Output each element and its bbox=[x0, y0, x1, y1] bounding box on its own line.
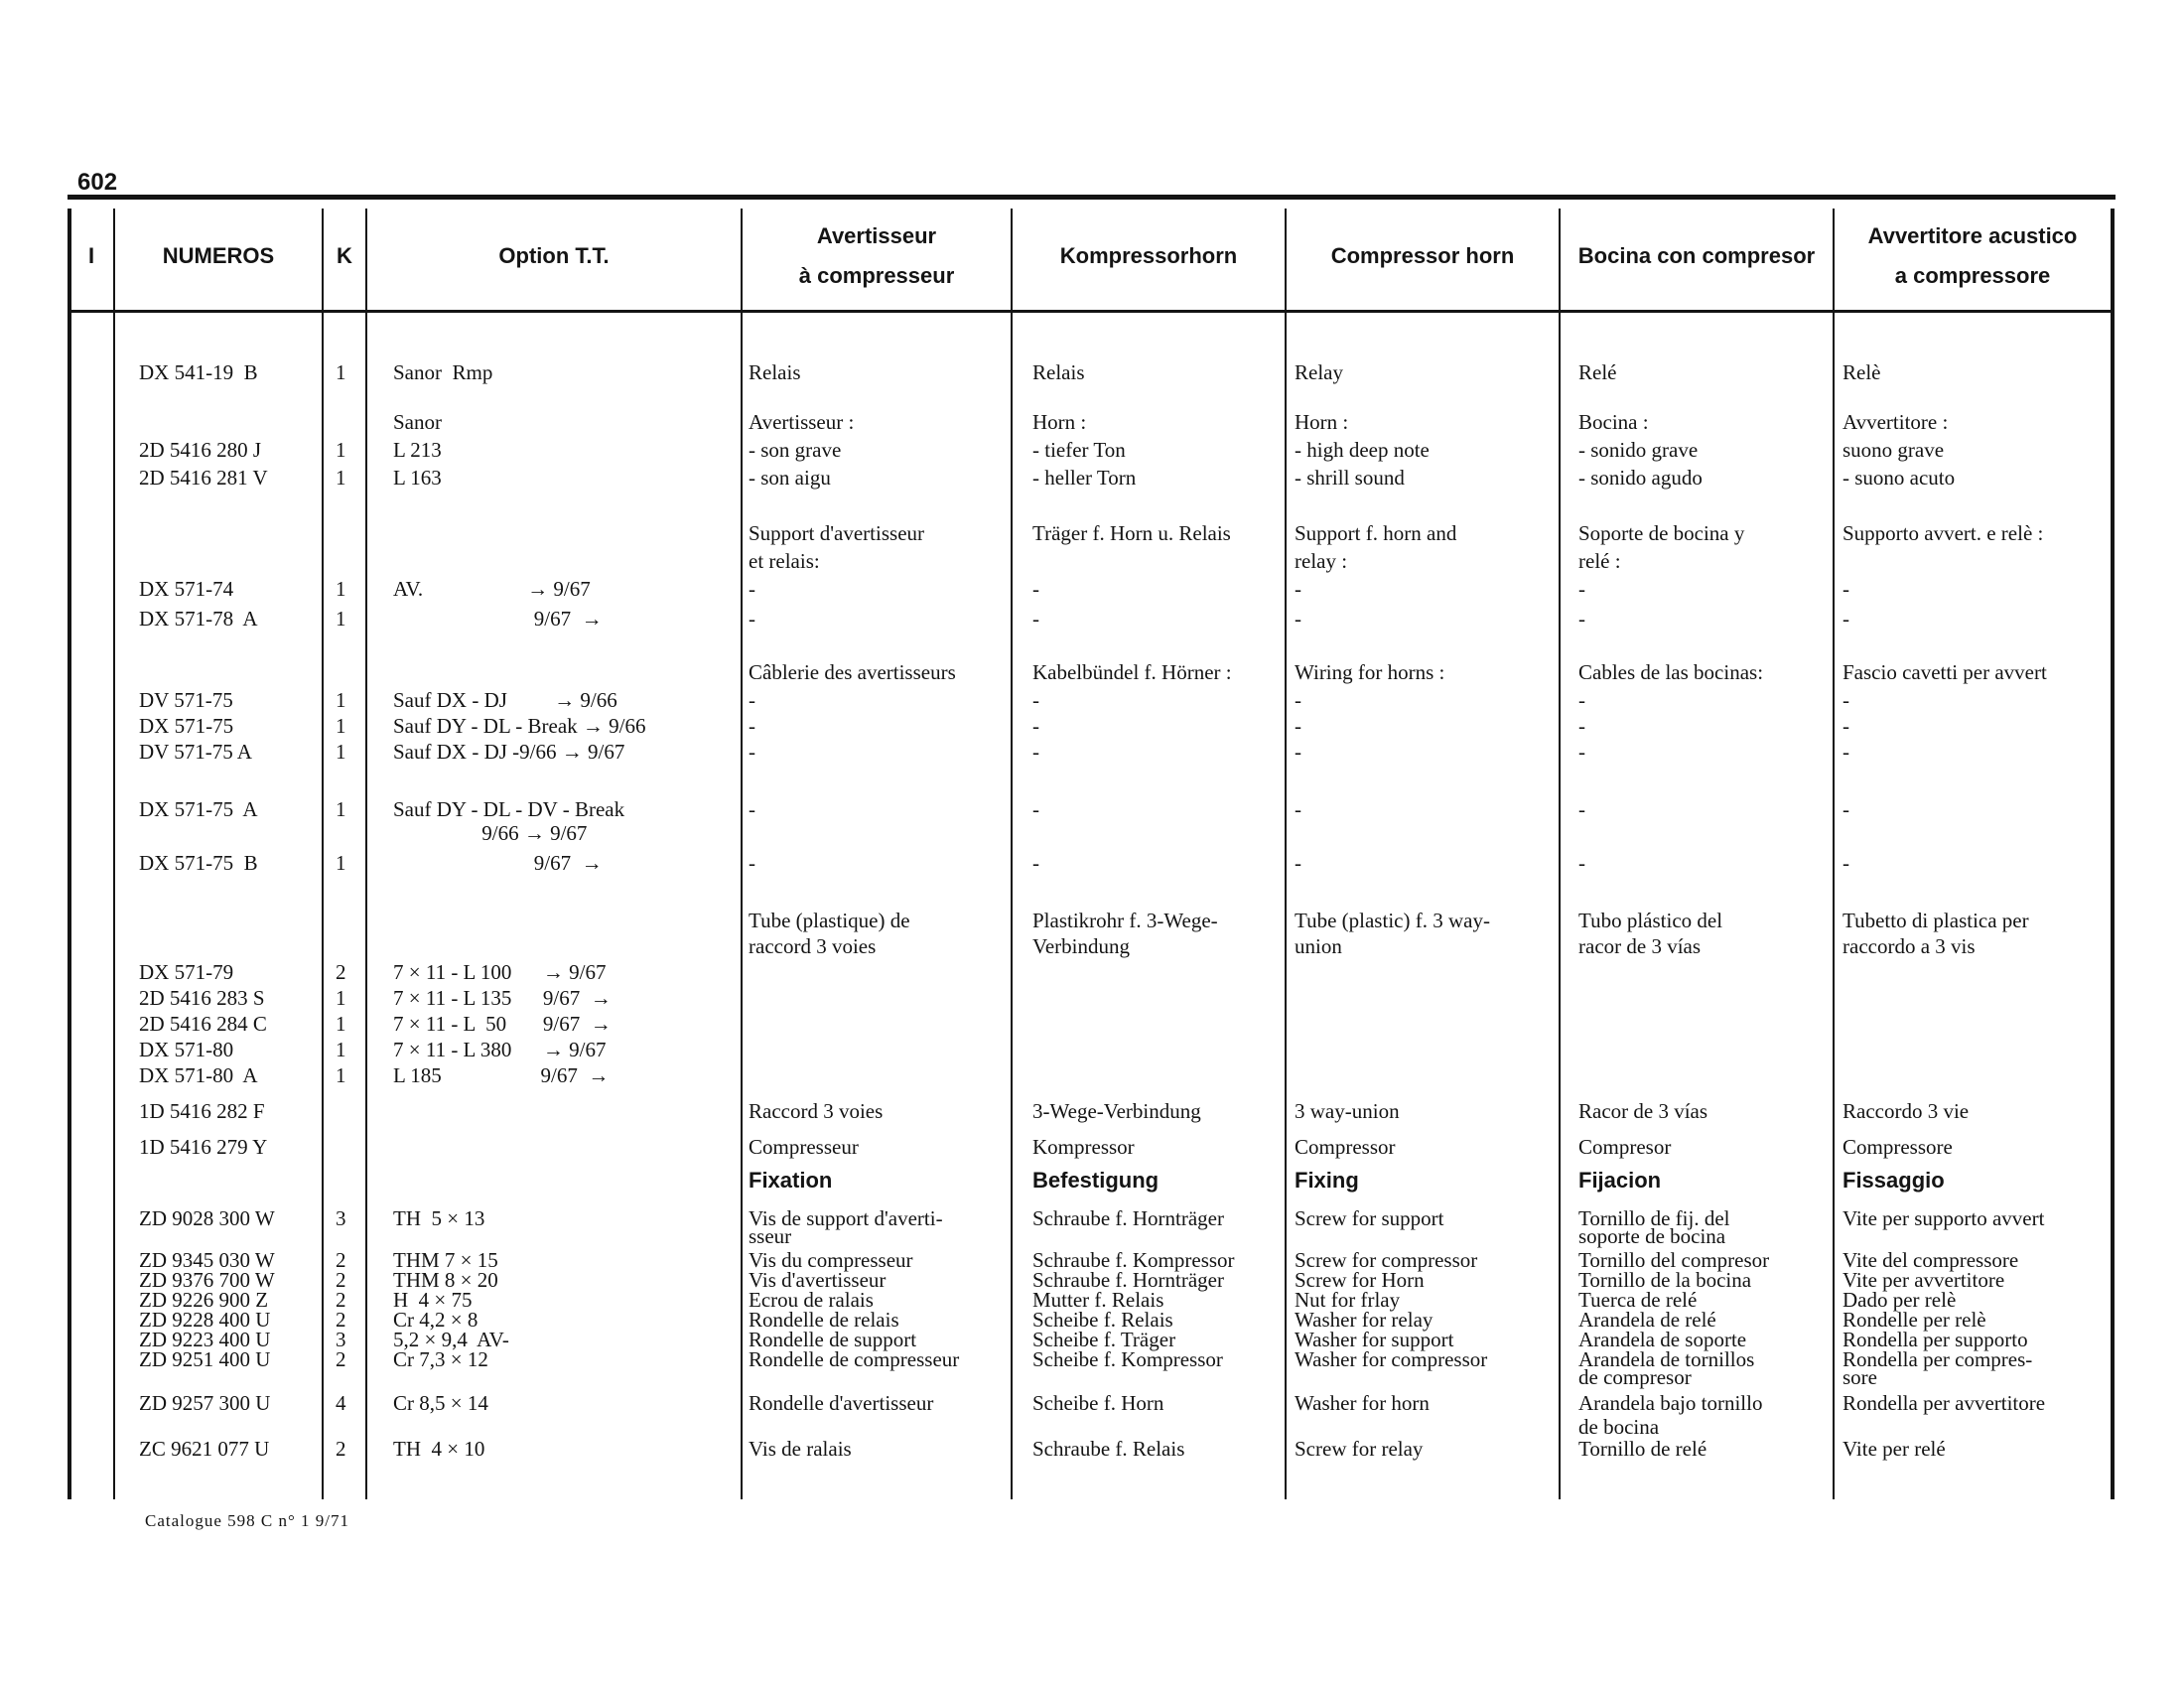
part-number-cell: DX 571-75 B bbox=[139, 851, 258, 875]
spanish-cell: Relé bbox=[1578, 360, 1617, 384]
catalogue-footer: Catalogue 598 C n° 1 9/71 bbox=[145, 1511, 350, 1530]
spanish-cell: Tuerca de relé bbox=[1578, 1288, 1698, 1312]
french-cell: Vis de support d'averti- bbox=[749, 1206, 943, 1230]
header-numeros: NUMEROS bbox=[162, 243, 275, 268]
italian-cell: - bbox=[1843, 797, 1849, 821]
italian-cell: - bbox=[1843, 740, 1849, 764]
english-cell: Horn : bbox=[1295, 410, 1349, 434]
spanish-cell: Tornillo de relé bbox=[1578, 1437, 1707, 1461]
option-cell: Cr 7,3 × 12 bbox=[393, 1347, 488, 1371]
option-cell: L 185 9/67 → bbox=[393, 1063, 610, 1087]
english-cell: - bbox=[1295, 577, 1301, 601]
italian-cell: Raccordo 3 vie bbox=[1843, 1099, 1970, 1123]
german-cell: Befestigung bbox=[1032, 1168, 1160, 1193]
quantity-cell: 1 bbox=[336, 986, 346, 1010]
english-cell: Screw for relay bbox=[1295, 1437, 1424, 1461]
option-cell: 9/67 → bbox=[393, 851, 603, 875]
italian-cell: - suono acuto bbox=[1843, 466, 1956, 490]
french-cell: Ecrou de ralais bbox=[749, 1288, 874, 1312]
part-number-cell: ZD 9345 030 W bbox=[139, 1248, 275, 1272]
column-divider bbox=[1833, 209, 1835, 1499]
quantity-cell: 1 bbox=[336, 1038, 346, 1061]
option-cell: 7 × 11 - L 50 9/67 → bbox=[393, 1012, 612, 1036]
spanish-cell: Arandela de tornillos bbox=[1578, 1347, 1755, 1371]
english-cell: - bbox=[1295, 740, 1301, 764]
quantity-cell: 2 bbox=[336, 960, 346, 984]
french-cell: Rondelle de compresseur bbox=[749, 1347, 960, 1371]
quantity-cell: 2 bbox=[336, 1437, 346, 1461]
column-divider bbox=[2111, 209, 2115, 1499]
spanish-cell: racor de 3 vías bbox=[1578, 934, 1702, 958]
header-spanish: Bocina con compresor bbox=[1577, 243, 1816, 268]
english-cell: Screw for Horn bbox=[1295, 1268, 1425, 1292]
spanish-cell: relé : bbox=[1578, 549, 1621, 573]
german-cell: - bbox=[1032, 714, 1039, 738]
german-cell: - tiefer Ton bbox=[1032, 438, 1126, 462]
english-cell: - high deep note bbox=[1295, 438, 1430, 462]
german-cell: Relais bbox=[1032, 360, 1085, 384]
part-number-cell: DX 541-19 B bbox=[139, 360, 258, 384]
spanish-cell: - sonido grave bbox=[1578, 438, 1699, 462]
column-divider bbox=[1285, 209, 1287, 1499]
quantity-cell: 1 bbox=[336, 438, 346, 462]
option-cell: 7 × 11 - L 100 → 9/67 bbox=[393, 960, 607, 984]
french-cell: - bbox=[749, 797, 755, 821]
column-divider bbox=[1559, 209, 1561, 1499]
part-number-cell: DX 571-78 A bbox=[139, 607, 258, 631]
header-index: I bbox=[87, 243, 95, 268]
option-cell: AV. → 9/67 bbox=[393, 577, 591, 601]
spanish-cell: - sonido agudo bbox=[1578, 466, 1703, 490]
quantity-cell: 2 bbox=[336, 1268, 346, 1292]
german-cell: - bbox=[1032, 577, 1039, 601]
quantity-cell: 1 bbox=[336, 1012, 346, 1036]
french-cell: - son aigu bbox=[749, 466, 831, 490]
spanish-cell: - bbox=[1578, 577, 1585, 601]
page-number: 602 bbox=[77, 169, 118, 196]
german-cell: Schraube f. Kompressor bbox=[1032, 1248, 1235, 1272]
german-cell: - heller Torn bbox=[1032, 466, 1137, 490]
part-number-cell: ZD 9223 400 U bbox=[139, 1328, 271, 1351]
english-cell: Relay bbox=[1295, 360, 1343, 384]
french-cell: - son grave bbox=[749, 438, 842, 462]
italian-cell: - bbox=[1843, 851, 1849, 875]
quantity-cell: 1 bbox=[336, 740, 346, 764]
spanish-cell: Compresor bbox=[1578, 1135, 1672, 1159]
part-number-cell: 1D 5416 279 Y bbox=[139, 1135, 268, 1159]
header-k: K bbox=[337, 243, 352, 268]
french-cell: Compresseur bbox=[749, 1135, 859, 1159]
option-cell: 5,2 × 9,4 AV- bbox=[393, 1328, 509, 1351]
quantity-cell: 1 bbox=[336, 851, 346, 875]
italian-cell: Compressore bbox=[1843, 1135, 1953, 1159]
spanish-cell: Bocina : bbox=[1578, 410, 1649, 434]
german-cell: Verbindung bbox=[1032, 934, 1130, 958]
option-cell: THM 8 × 20 bbox=[393, 1268, 498, 1292]
option-cell: Sauf DY - DL - Break → 9/66 bbox=[393, 714, 646, 738]
part-number-cell: 2D 5416 283 S bbox=[139, 986, 265, 1010]
quantity-cell: 1 bbox=[336, 714, 346, 738]
german-cell: - bbox=[1032, 851, 1039, 875]
english-cell: union bbox=[1295, 934, 1342, 958]
spanish-cell: - bbox=[1578, 851, 1585, 875]
french-cell: Rondelle de support bbox=[749, 1328, 917, 1351]
column-divider bbox=[741, 209, 743, 1499]
quantity-cell: 2 bbox=[336, 1248, 346, 1272]
italian-cell: Rondella per compres- bbox=[1843, 1347, 2033, 1371]
part-number-cell: DX 571-74 bbox=[139, 577, 234, 601]
quantity-cell: 2 bbox=[336, 1347, 346, 1371]
english-cell: relay : bbox=[1295, 549, 1348, 573]
spanish-cell: Racor de 3 vías bbox=[1578, 1099, 1708, 1123]
spanish-cell: de bocina bbox=[1578, 1415, 1660, 1439]
italian-cell: suono grave bbox=[1843, 438, 1945, 462]
german-cell: Scheibe f. Relais bbox=[1032, 1308, 1173, 1332]
part-number-cell: DX 571-79 bbox=[139, 960, 234, 984]
german-cell: 3-Wege-Verbindung bbox=[1032, 1099, 1201, 1123]
italian-cell: Supporto avvert. e relè : bbox=[1843, 521, 2044, 545]
header-german: Kompressorhorn bbox=[1059, 243, 1238, 268]
option-cell: H 4 × 75 bbox=[393, 1288, 473, 1312]
german-cell: Schraube f. Relais bbox=[1032, 1437, 1185, 1461]
german-cell: Träger f. Horn u. Relais bbox=[1032, 521, 1231, 545]
english-cell: - bbox=[1295, 607, 1301, 631]
english-cell: - bbox=[1295, 714, 1301, 738]
german-cell: - bbox=[1032, 607, 1039, 631]
option-cell: Cr 8,5 × 14 bbox=[393, 1391, 488, 1415]
option-cell: L 163 bbox=[393, 466, 442, 490]
german-cell: Schraube f. Hornträger bbox=[1032, 1268, 1224, 1292]
german-cell: Horn : bbox=[1032, 410, 1087, 434]
english-cell: - bbox=[1295, 688, 1301, 712]
french-cell: - bbox=[749, 714, 755, 738]
italian-cell: Vite per supporto avvert bbox=[1843, 1206, 2045, 1230]
option-cell: 7 × 11 - L 135 9/67 → bbox=[393, 986, 612, 1010]
italian-cell: - bbox=[1843, 577, 1849, 601]
english-cell: Nut for frlay bbox=[1295, 1288, 1401, 1312]
french-cell: - bbox=[749, 577, 755, 601]
spanish-cell: - bbox=[1578, 607, 1585, 631]
english-cell: Washer for relay bbox=[1295, 1308, 1433, 1332]
quantity-cell: 1 bbox=[336, 688, 346, 712]
italian-cell: Vite del compressore bbox=[1843, 1248, 2019, 1272]
part-number-cell: DX 571-80 bbox=[139, 1038, 234, 1061]
italian-cell: Vite per relé bbox=[1843, 1437, 1946, 1461]
french-cell: - bbox=[749, 607, 755, 631]
quantity-cell: 1 bbox=[336, 1063, 346, 1087]
part-number-cell: ZC 9621 077 U bbox=[139, 1437, 270, 1461]
french-cell: - bbox=[749, 851, 755, 875]
german-cell: Mutter f. Relais bbox=[1032, 1288, 1164, 1312]
english-cell: Wiring for horns : bbox=[1295, 660, 1445, 684]
french-cell: et relais: bbox=[749, 549, 820, 573]
german-cell: Kompressor bbox=[1032, 1135, 1135, 1159]
option-cell: 9/67 → bbox=[393, 607, 603, 631]
spanish-cell: de compresor bbox=[1578, 1365, 1692, 1389]
english-cell: Screw for support bbox=[1295, 1206, 1444, 1230]
english-cell: Washer for horn bbox=[1295, 1391, 1430, 1415]
french-cell: Fixation bbox=[749, 1168, 833, 1193]
spanish-cell: - bbox=[1578, 714, 1585, 738]
italian-cell: Relè bbox=[1843, 360, 1881, 384]
french-cell: Avertisseur : bbox=[749, 410, 855, 434]
option-cell: 7 × 11 - L 380 → 9/67 bbox=[393, 1038, 607, 1061]
option-cell: Sanor Rmp bbox=[393, 360, 493, 384]
option-cell: 9/66 → 9/67 bbox=[393, 821, 588, 845]
quantity-cell: 1 bbox=[336, 360, 346, 384]
header-italian: Avvertitore acustico a compressore bbox=[1867, 223, 2078, 288]
french-cell: Rondelle d'avertisseur bbox=[749, 1391, 934, 1415]
part-number-cell: ZD 9028 300 W bbox=[139, 1206, 275, 1230]
spanish-cell: Soporte de bocina y bbox=[1578, 521, 1745, 545]
english-cell: Screw for compressor bbox=[1295, 1248, 1478, 1272]
quantity-cell: 3 bbox=[336, 1206, 346, 1230]
english-cell: 3 way-union bbox=[1295, 1099, 1400, 1123]
header-french: Avertisseur à compresseur bbox=[798, 223, 955, 288]
quantity-cell: 1 bbox=[336, 797, 346, 821]
quantity-cell: 2 bbox=[336, 1288, 346, 1312]
option-cell: Sauf DX - DJ -9/66 → 9/67 bbox=[393, 740, 625, 764]
english-cell: Compressor bbox=[1295, 1135, 1396, 1159]
italian-cell: - bbox=[1843, 714, 1849, 738]
spanish-cell: Arandela de soporte bbox=[1578, 1328, 1747, 1351]
spanish-cell: soporte de bocina bbox=[1578, 1224, 1726, 1248]
part-number-cell: ZD 9257 300 U bbox=[139, 1391, 271, 1415]
italian-cell: - bbox=[1843, 607, 1849, 631]
italian-cell: Tubetto di plastica per bbox=[1843, 909, 2029, 932]
italian-cell: Vite per avvertitore bbox=[1843, 1268, 2005, 1292]
german-cell: Kabelbündel f. Hörner : bbox=[1032, 660, 1232, 684]
french-cell: - bbox=[749, 740, 755, 764]
french-cell: raccord 3 voies bbox=[749, 934, 877, 958]
part-number-cell: DX 571-75 A bbox=[139, 797, 258, 821]
spanish-cell: Fijacion bbox=[1578, 1168, 1662, 1193]
part-number-cell: DX 571-80 A bbox=[139, 1063, 258, 1087]
french-cell: Tube (plastique) de bbox=[749, 909, 910, 932]
part-number-cell: 2D 5416 284 C bbox=[139, 1012, 267, 1036]
header-option: Option T.T. bbox=[498, 243, 610, 268]
quantity-cell: 1 bbox=[336, 577, 346, 601]
german-cell: Scheibe f. Horn bbox=[1032, 1391, 1164, 1415]
english-cell: - bbox=[1295, 797, 1301, 821]
option-cell: L 213 bbox=[393, 438, 442, 462]
quantity-cell: 2 bbox=[336, 1308, 346, 1332]
option-cell: THM 7 × 15 bbox=[393, 1248, 498, 1272]
part-number-cell: DV 571-75 A bbox=[139, 740, 252, 764]
part-number-cell: 2D 5416 281 V bbox=[139, 466, 268, 490]
header-rule bbox=[71, 310, 2113, 313]
column-divider bbox=[1011, 209, 1013, 1499]
spanish-cell: - bbox=[1578, 797, 1585, 821]
french-cell: Rondelle de relais bbox=[749, 1308, 899, 1332]
english-cell: Washer for support bbox=[1295, 1328, 1454, 1351]
german-cell: Scheibe f. Träger bbox=[1032, 1328, 1176, 1351]
spanish-cell: Tubo plástico del bbox=[1578, 909, 1723, 932]
part-number-cell: DX 571-75 bbox=[139, 714, 234, 738]
part-number-cell: ZD 9226 900 Z bbox=[139, 1288, 269, 1312]
part-number-cell: ZD 9376 700 W bbox=[139, 1268, 275, 1292]
spanish-cell: Tornillo del compresor bbox=[1578, 1248, 1770, 1272]
option-cell: TH 4 × 10 bbox=[393, 1437, 485, 1461]
german-cell: - bbox=[1032, 688, 1039, 712]
french-cell: sseur bbox=[749, 1224, 792, 1248]
column-divider bbox=[68, 209, 71, 1499]
option-cell: Sauf DY - DL - DV - Break bbox=[393, 797, 625, 821]
quantity-cell: 4 bbox=[336, 1391, 346, 1415]
french-cell: Câblerie des avertisseurs bbox=[749, 660, 956, 684]
italian-cell: Dado per relè bbox=[1843, 1288, 1957, 1312]
option-cell: Sauf DX - DJ → 9/66 bbox=[393, 688, 617, 712]
header-english: Compressor horn bbox=[1330, 243, 1515, 268]
italian-cell: - bbox=[1843, 688, 1849, 712]
part-number-cell: DV 571-75 bbox=[139, 688, 233, 712]
french-cell: Raccord 3 voies bbox=[749, 1099, 884, 1123]
option-cell: Sanor bbox=[393, 410, 442, 434]
english-cell: - bbox=[1295, 851, 1301, 875]
french-cell: Vis de ralais bbox=[749, 1437, 852, 1461]
column-divider bbox=[113, 209, 115, 1499]
quantity-cell: 1 bbox=[336, 466, 346, 490]
part-number-cell: ZD 9251 400 U bbox=[139, 1347, 271, 1371]
english-cell: Tube (plastic) f. 3 way- bbox=[1295, 909, 1490, 932]
german-cell: - bbox=[1032, 740, 1039, 764]
option-cell: TH 5 × 13 bbox=[393, 1206, 485, 1230]
french-cell: Vis d'avertisseur bbox=[749, 1268, 887, 1292]
italian-cell: Rondella per supporto bbox=[1843, 1328, 2028, 1351]
spanish-cell: - bbox=[1578, 688, 1585, 712]
italian-cell: Fascio cavetti per avvert bbox=[1843, 660, 2047, 684]
part-number-cell: ZD 9228 400 U bbox=[139, 1308, 271, 1332]
spanish-cell: Tornillo de fij. del bbox=[1578, 1206, 1730, 1230]
english-cell: Support f. horn and bbox=[1295, 521, 1457, 545]
italian-cell: Rondella per avvertitore bbox=[1843, 1391, 2046, 1415]
german-cell: Schraube f. Hornträger bbox=[1032, 1206, 1224, 1230]
english-cell: Fixing bbox=[1295, 1168, 1359, 1193]
french-cell: Support d'avertisseur bbox=[749, 521, 925, 545]
option-cell: Cr 4,2 × 8 bbox=[393, 1308, 478, 1332]
german-cell: Scheibe f. Kompressor bbox=[1032, 1347, 1223, 1371]
french-cell: Relais bbox=[749, 360, 801, 384]
italian-cell: Rondelle per relè bbox=[1843, 1308, 1986, 1332]
italian-cell: sore bbox=[1843, 1365, 1877, 1389]
german-cell: - bbox=[1032, 797, 1039, 821]
quantity-cell: 1 bbox=[336, 607, 346, 631]
column-divider bbox=[322, 209, 324, 1499]
spanish-cell: Arandela bajo tornillo bbox=[1578, 1391, 1763, 1415]
spanish-cell: Tornillo de la bocina bbox=[1578, 1268, 1752, 1292]
english-cell: - shrill sound bbox=[1295, 466, 1405, 490]
column-divider bbox=[365, 209, 367, 1499]
german-cell: Plastikrohr f. 3-Wege- bbox=[1032, 909, 1218, 932]
spanish-cell: Cables de las bocinas: bbox=[1578, 660, 1764, 684]
quantity-cell: 3 bbox=[336, 1328, 346, 1351]
italian-cell: Avvertitore : bbox=[1843, 410, 1949, 434]
french-cell: - bbox=[749, 688, 755, 712]
italian-cell: raccordo a 3 vis bbox=[1843, 934, 1976, 958]
spanish-cell: Arandela de relé bbox=[1578, 1308, 1716, 1332]
part-number-cell: 2D 5416 280 J bbox=[139, 438, 262, 462]
italian-cell: Fissaggio bbox=[1843, 1168, 1945, 1193]
english-cell: Washer for compressor bbox=[1295, 1347, 1488, 1371]
part-number-cell: 1D 5416 282 F bbox=[139, 1099, 265, 1123]
french-cell: Vis du compresseur bbox=[749, 1248, 913, 1272]
spanish-cell: - bbox=[1578, 740, 1585, 764]
